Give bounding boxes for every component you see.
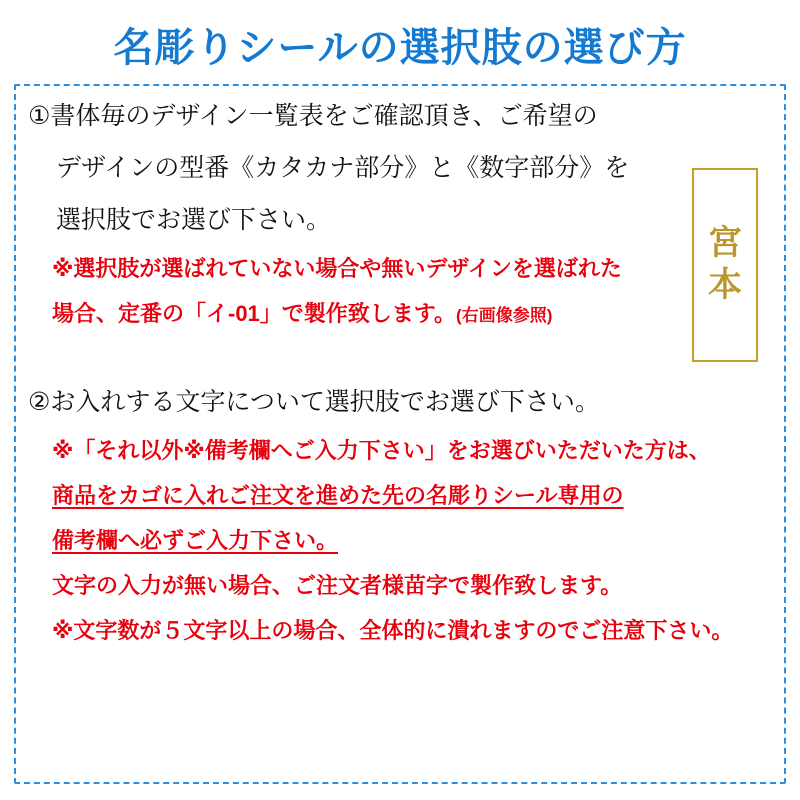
sample-seal-image [692, 168, 758, 362]
section1-note-2-row [28, 297, 772, 328]
section2-note-2: 商品をカゴに入れご注文を進めた先の名彫りシール専用の [52, 483, 624, 508]
page-title: 名彫りシールの選択肢の選び方 [113, 26, 687, 70]
section2-note-5: ※文字数が５文字以上の場合、全体的に潰れますのでご注意下さい。 [52, 618, 734, 643]
section1-note-2: 場合、定番の「イ-01」で製作致します。 [52, 301, 457, 326]
section2-note-1: ※「それ以外※備考欄へご入力下さい」をお選びいただいた方は、 [52, 438, 711, 463]
section-gap [28, 342, 772, 382]
section2-heading: ②お入れする文字について選択肢でお選び下さい。 [28, 388, 600, 416]
section1-line-1: ①書体毎のデザイン一覧表をご確認頂き、ご希望の [28, 102, 598, 130]
content-area [28, 96, 772, 659]
section2-note-3: 備考欄へ必ずご入力下さい。 [52, 528, 339, 553]
seal-char-1: 宮 [708, 225, 742, 263]
section2-note-4: 文字の入力が無い場合、ご注文者様苗字で製作致します。 [52, 573, 623, 598]
seal-text [708, 226, 742, 303]
section1-note-suffix: (右画像参照) [456, 306, 553, 325]
seal-char-2: 本 [708, 267, 742, 304]
section1-note-1: ※選択肢が選ばれていない場合や無いデザインを選ばれた [52, 256, 622, 281]
section1-line-3: 選択肢でお選び下さい。 [56, 206, 332, 234]
section1-line-2: デザインの型番《カタカナ部分》と《数字部分》を [56, 154, 630, 182]
